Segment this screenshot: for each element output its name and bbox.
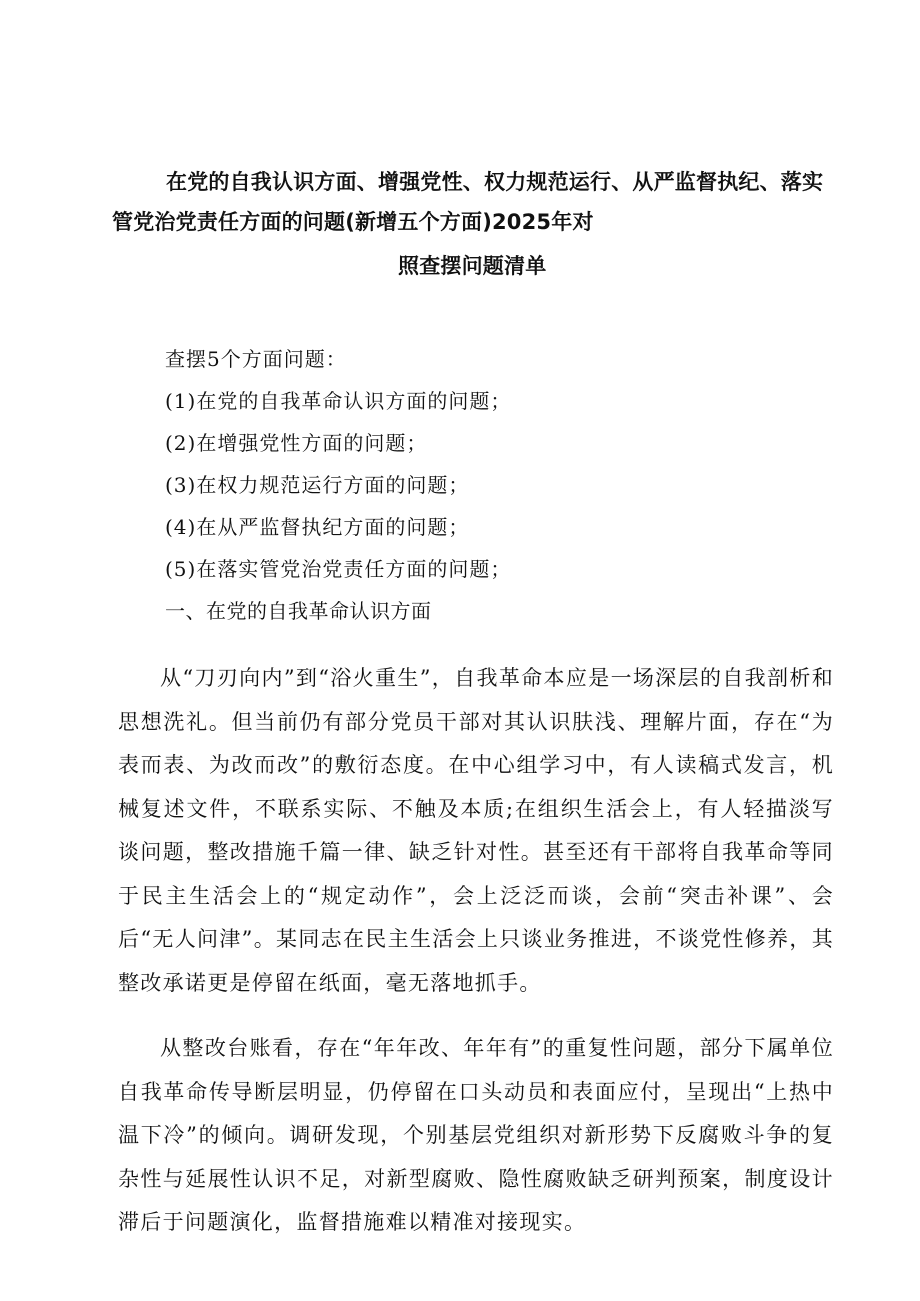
section-heading: 一、在党的自我革命认识方面 [165,599,432,623]
issue-list-item: (4)在从严监督执纪方面的问题； [165,515,470,539]
document-title [112,162,832,286]
issue-list-item: (1)在党的自我革命认识方面的问题； [165,389,512,413]
issue-list [165,338,805,590]
title-line-2: 管党治党责任方面的问题(新增五个方面)2025年对 [112,210,594,234]
body-paragraph: 从整改台账看，存在“年年改、年年有”的重复性问题，部分下属单位自我革命传导断层明显，仍停留在口头动员和表面应付，呈现出“上热中温下冷”的倾向。调研发现，个别基层党组织对新形势下反腐败斗争的复杂性与延展性认识不足，对新型腐败、隐性腐败缺乏研判预案，制度设计滞后于问题演化，监督措施难以精准对接现实。 [118,1036,834,1234]
issue-list-item: (5)在落实管党治党责任方面的问题； [165,557,512,581]
issue-list-item: (2)在增强党性方面的问题； [165,431,428,455]
issue-list-item: (3)在权力规范运行方面的问题； [165,473,470,497]
issue-list-intro: 查摆5个方面问题： [165,347,347,371]
title-line-1: 在党的自我认识方面、增强党性、权力规范运行、从严监督执纪、落实 [166,170,824,194]
body-paragraph: 从“刀刃向内”到“浴火重生”，自我革命本应是一场深层的自我剖析和思想洗礼。但当前仍有部分党员干部对其认识肤浅、理解片面，存在“为表而表、为改而改”的敷衍态度。在中心组学习中，有人读稿式发言，机械复述文件，不联系实际、不触及本质;在组织生活会上，有人轻描淡写谈问题，整改措施千篇一律、缺乏针对性。甚至还有干部将自我革命等同于民主生活会上的“规定动作”，会上泛泛而谈，会前“突击补课”、会后“无人问津”。某同志在民主生活会上只谈业务推进，不谈党性修养，其整改承诺更是停留在纸面，毫无落地抓手。 [118,666,834,995]
title-line-3: 照查摆问题清单 [398,254,547,278]
